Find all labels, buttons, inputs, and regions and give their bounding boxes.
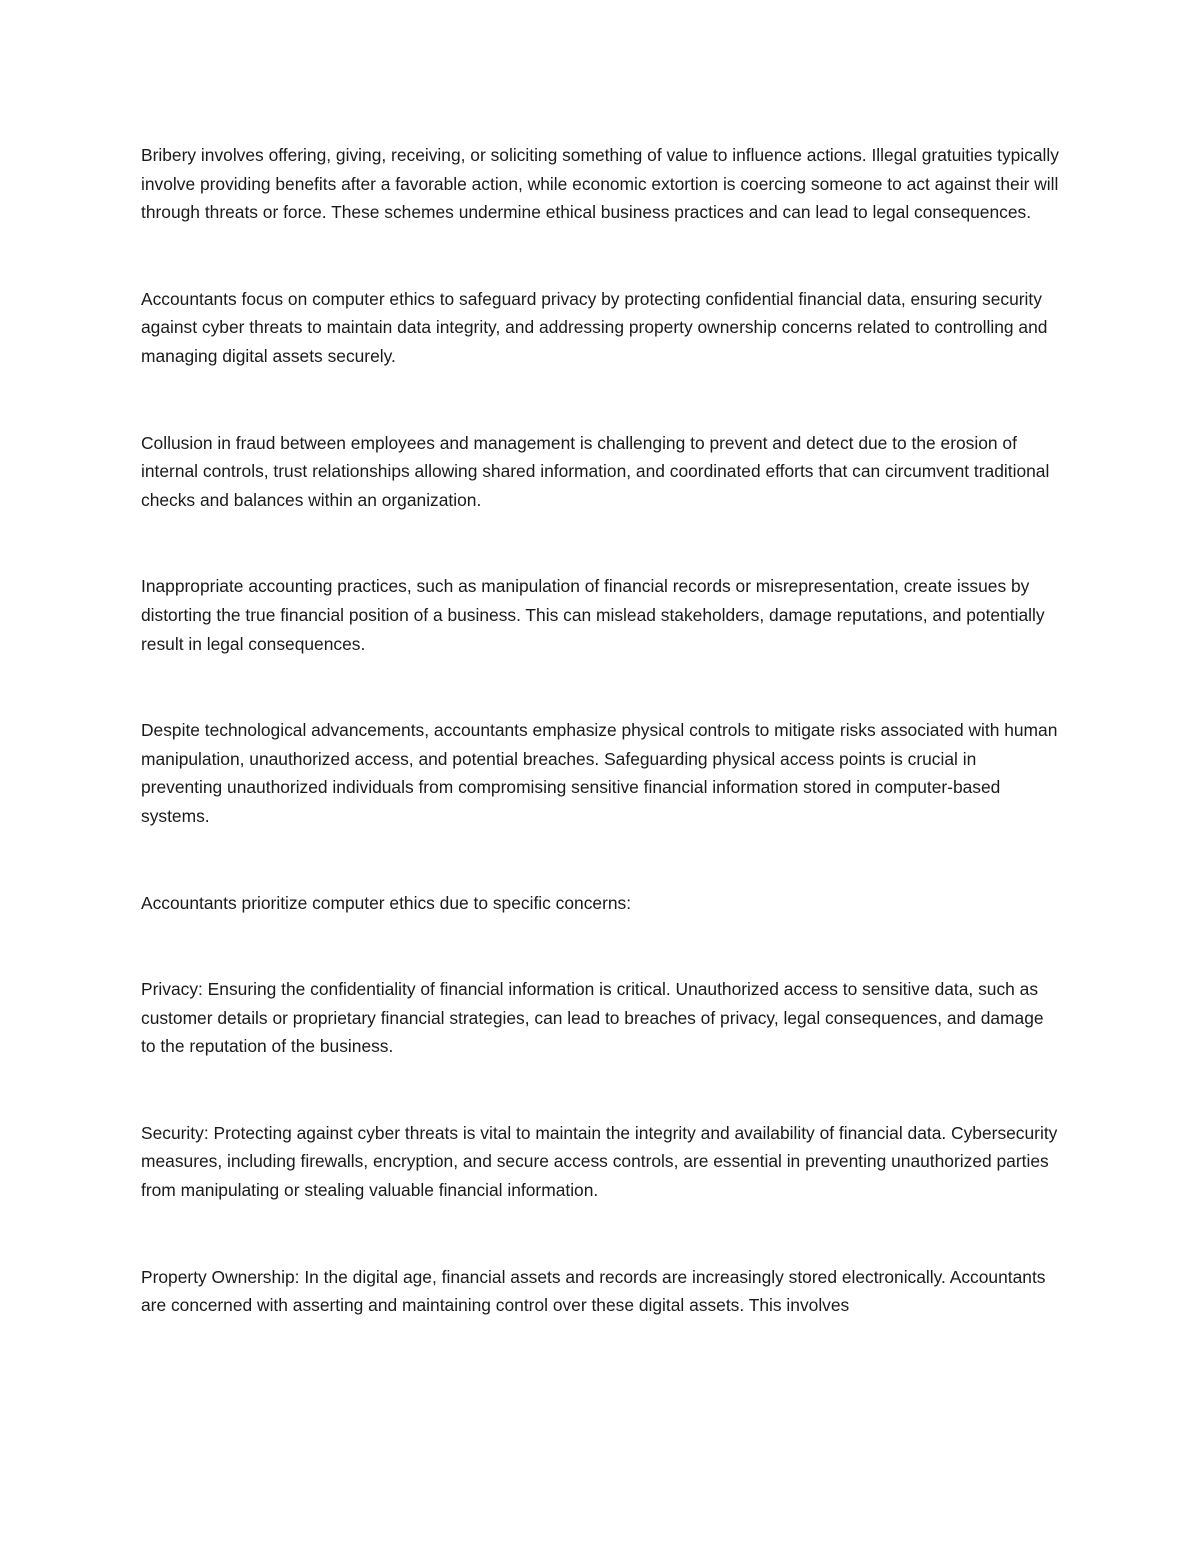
paragraph-spacer [141,1061,1061,1119]
paragraph-collusion: Collusion in fraud between employees and management is challenging to prevent and detect due to the erosion of internal controls, trust relationships allowing shared information, and coordinated efforts that can circumvent traditional checks and balances within an organization. [141,432,1050,510]
paragraph-privacy: Privacy: Ensuring the confidentiality of financial information is critical. Unauthorized access to sensitive data, such as customer details or proprietary financial strategies, can lead to breaches of privacy, legal consequences, and damage to the reputation of the business. [141,979,1044,1057]
paragraph-spacer [141,1205,1061,1263]
paragraph-concerns-intro: Accountants prioritize computer ethics due to specific concerns: [141,892,632,913]
paragraph-physical-controls: Despite technological advancements, accountants emphasize physical controls to mitigate risks associated with human manipulation, unauthorized access, and potential breaches. Safeguarding physical access points is crucial in preventing unauthorized individuals from compromising sensitive financial information stored in computer-based systems. [141,720,1058,826]
paragraph-spacer [141,514,1061,572]
paragraph-spacer [141,831,1061,889]
paragraph-inappropriate-accounting: Inappropriate accounting practices, such as manipulation of financial records or misrepresentation, create issues by distorting the true financial position of a business. This can mislead stakeholders, damage reputations, and potentially result in legal consequences. [141,576,1045,654]
paragraph-property-ownership: Property Ownership: In the digital age, financial assets and records are increasingly stored electronically. Accountants are concerned with asserting and maintaining control over these digital assets. This involves [141,1266,1046,1316]
paragraph-spacer [141,371,1061,429]
paragraph-security: Security: Protecting against cyber threats is vital to maintain the integrity and availability of financial data. Cybersecurity measures, including firewalls, encryption, and secure access controls, are essential in preventing unauthorized parties from manipulating or stealing valuable financial information. [141,1122,1058,1201]
document-body [141,141,1061,1320]
paragraph-spacer [141,658,1061,716]
paragraph-spacer [141,917,1061,975]
paragraph-computer-ethics: Accountants focus on computer ethics to safeguard privacy by protecting confidential financial data, ensuring security against cyber threats to maintain data integrity, and addressing property ownership concerns related to controlling and managing digital assets securely. [141,288,1048,366]
paragraph-spacer [141,227,1061,285]
paragraph-bribery: Bribery involves offering, giving, receiving, or soliciting something of value to influence actions. Illegal gratuities typically involve providing benefits after a favorable action, while economic extortion is coercing someone to act against their will through threats or force. These schemes undermine ethical business practices and can lead to legal consequences. [141,145,1059,223]
